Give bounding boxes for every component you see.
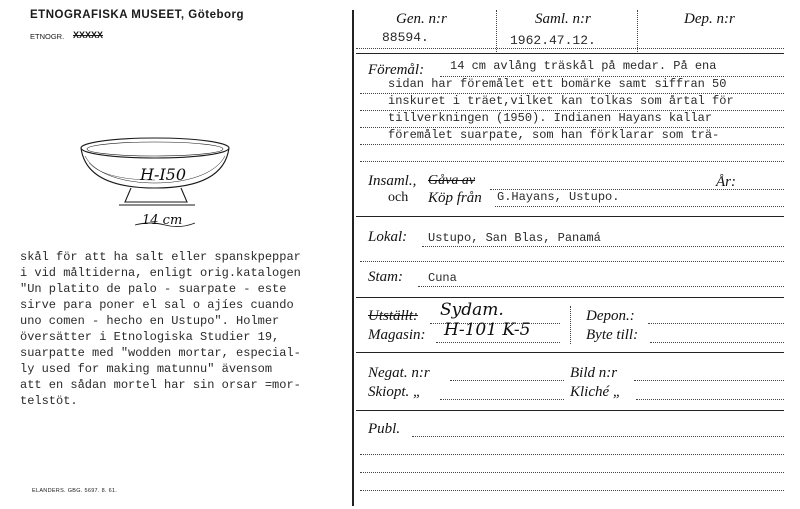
left-text-line-4: sirve para poner el sal o ajíes cuando <box>20 298 294 312</box>
bild-rule <box>634 380 784 381</box>
stam-solid-rule <box>356 297 784 298</box>
gen-value: 88594. <box>382 30 429 45</box>
saml-label: Saml. n:r <box>535 11 591 27</box>
left-text-line-8: ly used for making matunnu" ävensom <box>20 362 273 376</box>
foremal-rule-3 <box>360 110 784 111</box>
header-solid-rule <box>356 53 784 54</box>
left-text-line-9: att en sådan mortel har sin orsar =mor- <box>20 378 301 392</box>
foremal-line-2: sidan har föremålet ett bomärke samt siffran 50 <box>388 77 727 91</box>
magasin-rule <box>436 342 560 343</box>
left-text-line-6: översätter i Etnologiska Studier 19, <box>20 330 280 344</box>
foremal-label: Föremål: <box>368 62 425 78</box>
lokal-rule-2 <box>360 261 784 262</box>
foremal-rule-2 <box>360 93 784 94</box>
kop-label: Köp från <box>428 190 482 206</box>
foremal-line-4: tillverkningen (1950). Indianen Hayans kallar <box>388 111 713 125</box>
location-sep <box>570 306 571 344</box>
foremal-line-1: 14 cm avlång träskål på medar. På ena <box>450 59 717 73</box>
ar-label: År: <box>716 174 736 190</box>
depon-rule <box>648 323 784 324</box>
card-divider <box>352 10 354 506</box>
dep-label: Dep. n:r <box>684 11 735 27</box>
foremal-line-5: föremålet suarpate, som han förklarar som trä- <box>388 128 720 142</box>
bild-label: Bild n:r <box>570 365 618 381</box>
etnogr-value: XXXXX <box>73 30 104 40</box>
negat-label: Negat. n:r <box>368 365 430 381</box>
header-sep-1 <box>496 10 497 52</box>
left-text-line-10: telstöt. <box>20 394 78 408</box>
publ-rule-3 <box>360 472 784 473</box>
lokal-value: Ustupo, San Blas, Panamá <box>428 231 601 245</box>
location-solid-rule <box>356 352 784 353</box>
skiopt-rule <box>440 399 564 400</box>
byte-label: Byte till: <box>586 327 639 343</box>
depon-label: Depon.: <box>586 308 635 324</box>
stam-label: Stam: <box>368 269 403 285</box>
foremal-rule-6 <box>360 161 784 162</box>
skiopt-label: Skiopt. „ <box>368 384 422 400</box>
header-sep-2 <box>637 10 638 52</box>
gava-struck: Gåva av <box>428 173 476 188</box>
negat-rule <box>450 380 564 381</box>
publ-rule-4 <box>360 490 784 491</box>
kliche-label: Kliché „ <box>570 384 622 400</box>
kop-rule <box>495 206 784 207</box>
left-text-line-3: "Un platito de palo - suarpate - este <box>20 282 287 296</box>
och-label: och <box>388 190 409 205</box>
foremal-rule-4 <box>360 127 784 128</box>
publ-rule-2 <box>360 454 784 455</box>
header-rule <box>356 48 784 49</box>
saml-value: 1962.47.12. <box>510 33 596 48</box>
kop-value: G.Hayans, Ustupo. <box>497 190 620 204</box>
insaml-label: Insaml., <box>368 173 417 189</box>
magasin-value: H-101 K-5 <box>444 320 531 340</box>
lokal-label: Lokal: <box>368 229 408 245</box>
publ-label: Publ. <box>368 421 401 437</box>
gen-label: Gen. n:r <box>396 11 447 27</box>
insaml-solid-rule <box>356 216 784 217</box>
negat-solid-rule <box>356 410 784 411</box>
left-text-line-1: skål för att ha salt eller spanskpeppar <box>20 250 301 264</box>
kliche-rule <box>636 399 784 400</box>
publ-rule-1 <box>412 436 784 437</box>
left-text-line-5: uno comen - hecho en Ustupo". Holmer <box>20 314 280 328</box>
foremal-rule-5 <box>360 144 784 145</box>
lokal-rule <box>422 246 784 247</box>
etnogr-label: ETNOGR. <box>30 32 65 41</box>
utstallt-value: Sydam. <box>440 300 504 320</box>
stam-value: Cuna <box>428 271 457 285</box>
byte-rule <box>650 342 784 343</box>
museum-title: ETNOGRAFISKA MUSEET, Göteborg <box>30 9 245 21</box>
size-note: 14 cm <box>142 213 183 228</box>
printer-note: ELANDERS. GBG. 5697. 8. 61. <box>32 488 118 494</box>
stam-rule <box>418 286 784 287</box>
bowl-mark: H-I50 <box>140 165 187 184</box>
left-text-line-2: i vid måltiderna, enligt orig.katalogen <box>20 266 301 280</box>
utstallt-label: Utställt: <box>368 308 419 324</box>
foremal-line-3: inskuret i träet,vilket kan tolkas som årtal för <box>388 94 734 108</box>
foremal-rule-1 <box>440 76 784 77</box>
left-text-line-7: suarpatte med "wodden mortar, especial- <box>20 346 301 360</box>
magasin-label: Magasin: <box>368 327 426 343</box>
